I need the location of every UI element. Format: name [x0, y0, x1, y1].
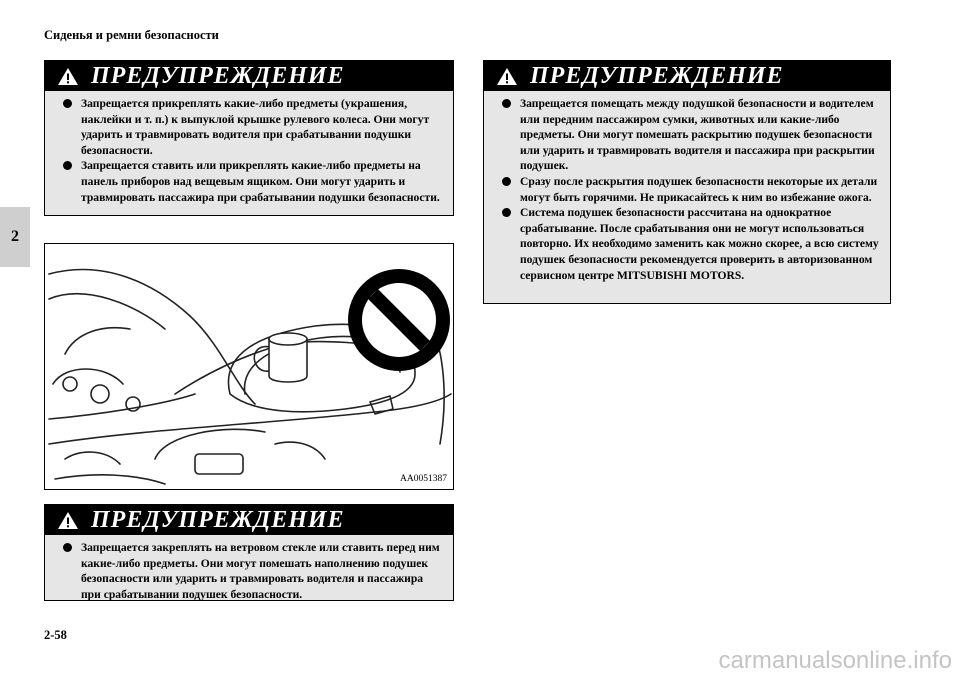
chapter-tab: 2: [0, 207, 30, 267]
warning-item: Запрещается помещать между подушкой безопасности и водителем или передним пассажиром сумки, животных или какие-либо предметы. Они могут помешать раскрытию подушек безопасности или ударить и травмировать водителя и пассажира при раскрытии подушек.: [492, 96, 880, 174]
warning-item: Сразу после раскрытия подушек безопасности некоторые их детали могут быть горячими. Не прикасайтесь к ним во избежание ожога.: [492, 174, 880, 205]
page-header-title: Сиденья и ремни безопасности: [44, 28, 219, 42]
warning-item: Запрещается закреплять на ветровом стекле или ставить перед ним какие-либо предметы. Они могут помешать наполнению подушек безопасности или ударить и травмировать водителя и пассажира при срабатывании подушек безопасности.: [53, 540, 443, 602]
warning-title: ПРЕДУПРЕЖДЕНИЕ: [91, 506, 345, 533]
warning-item: Запрещается ставить или прикреплять какие-либо предметы на панель приборов над вещевым ящиком. Они могут ударить и травмировать пассажира при срабатывании подушки безопасности.: [53, 158, 443, 205]
warning-triangle-icon: [496, 67, 518, 86]
warning-item: Система подушек безопасности рассчитана на однократное срабатывание. После срабатывания они не могут использоваться повторно. Их необходимо заменить как можно скорее, а всю систему подушек безопасности рекомендуется проверить в авторизованном сервисном центре MITSUBISHI MOTORS.: [492, 205, 880, 283]
warning-header: [45, 61, 453, 91]
dashboard-illustration: [45, 244, 453, 489]
warning-box-airbag-objects: [483, 60, 891, 304]
page-number: 2-58: [44, 628, 67, 642]
watermark: carmanualsonline.info: [718, 647, 952, 674]
warning-list: [45, 535, 453, 608]
warning-header: [45, 505, 453, 535]
warning-list: [484, 91, 890, 289]
warning-box-steering-wheel: [44, 60, 454, 216]
warning-triangle-icon: [57, 67, 79, 86]
warning-title: ПРЕДУПРЕЖДЕНИЕ: [530, 62, 784, 89]
warning-list: [45, 91, 453, 211]
figure-code: AA0051387: [400, 474, 447, 484]
warning-triangle-icon: [57, 511, 79, 530]
warning-item: Запрещается прикреплять какие-либо предметы (украшения, наклейки и т. п.) к выпуклой крышке рулевого колеса. Они могут ударить и травмировать водителя при срабатывании подушки безопасности.: [53, 96, 443, 158]
illustration-no-objects-on-dashboard: [44, 243, 454, 490]
warning-box-windshield: [44, 504, 454, 601]
warning-header: [484, 61, 890, 91]
warning-title: ПРЕДУПРЕЖДЕНИЕ: [91, 62, 345, 89]
